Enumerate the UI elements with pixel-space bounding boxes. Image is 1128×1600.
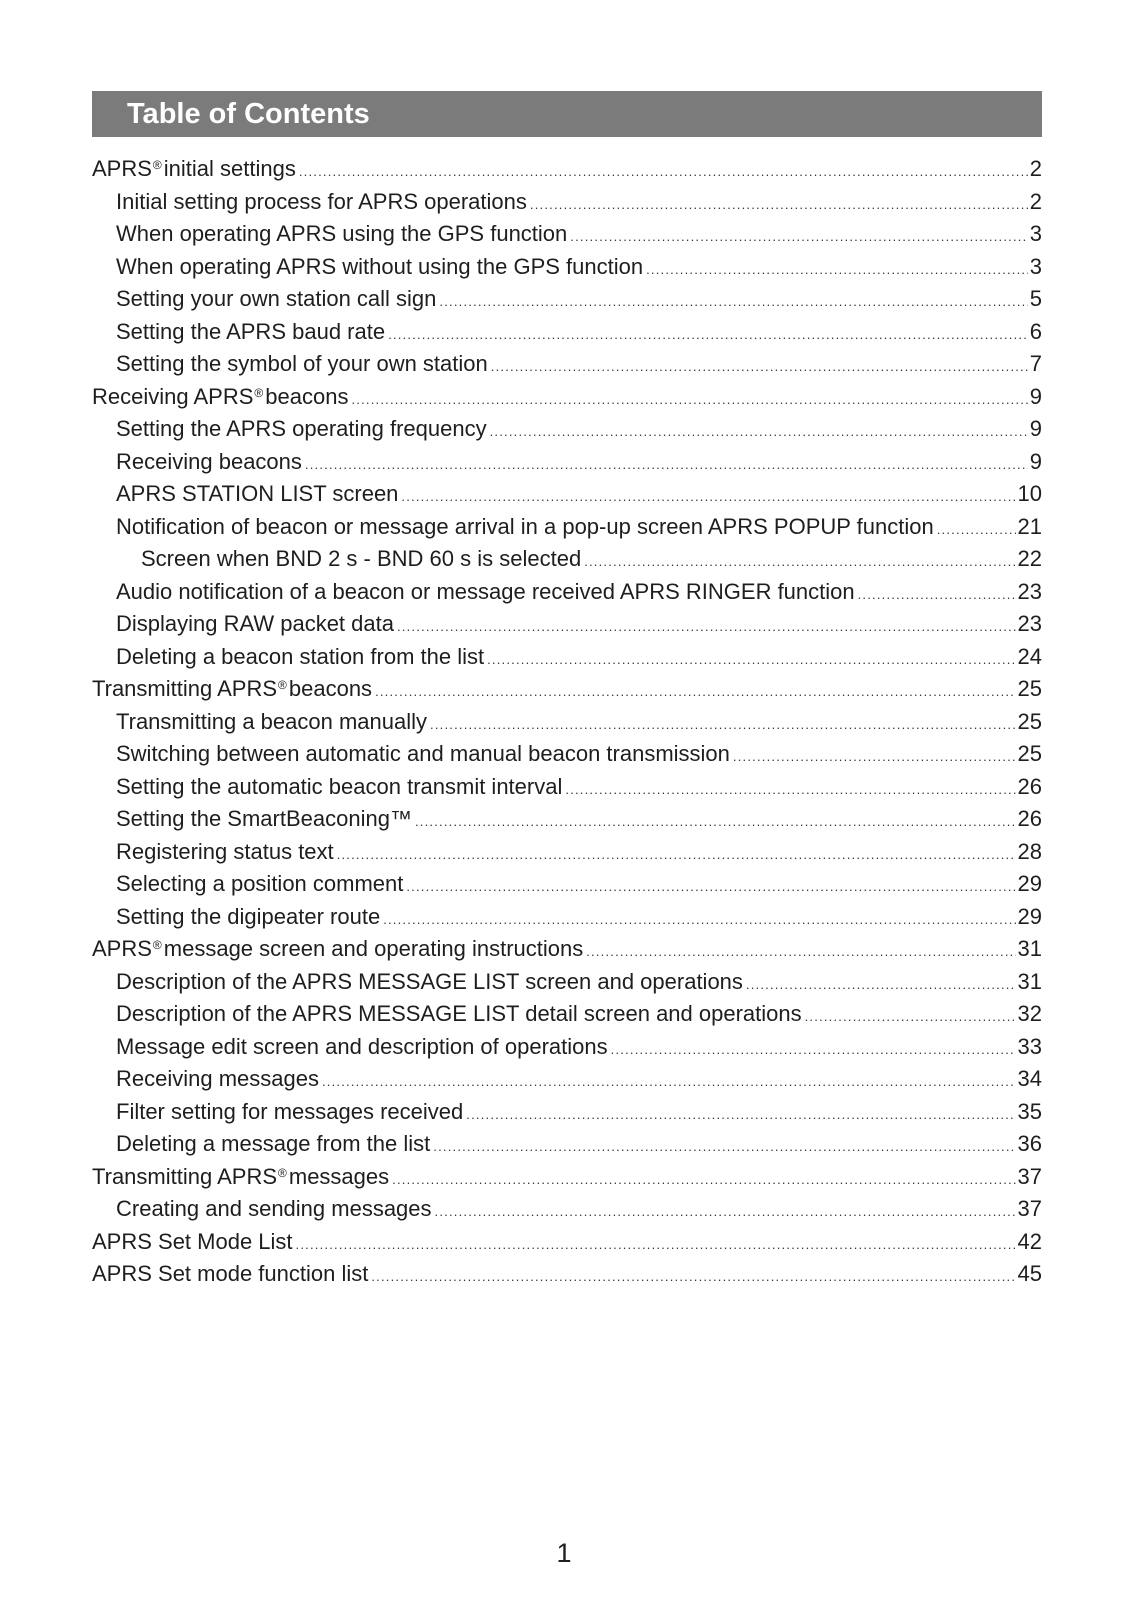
toc-entry[interactable] — [92, 186, 1042, 219]
dot-leader — [383, 904, 1015, 934]
toc-entry-page: 26 — [1017, 806, 1042, 831]
toc-entry-page: 23 — [1017, 611, 1042, 636]
toc-entry[interactable] — [92, 1193, 1042, 1226]
toc-entry-page: 9 — [1029, 416, 1042, 441]
dot-leader — [487, 644, 1015, 674]
toc-entry-page: 6 — [1029, 318, 1042, 344]
toc-entry-title: Deleting a message from the list — [116, 1131, 431, 1156]
dot-leader — [570, 221, 1027, 251]
dot-leader — [322, 1066, 1016, 1096]
toc-entry-page: 10 — [1017, 481, 1042, 506]
dot-leader — [491, 351, 1028, 381]
toc-entry-page: 33 — [1017, 1033, 1042, 1059]
toc-entry[interactable] — [92, 738, 1042, 771]
page-number: 1 — [556, 1538, 572, 1568]
toc-entry-title: Setting the symbol of your own station — [116, 351, 488, 376]
toc-entry-title: Selecting a position comment — [116, 871, 404, 896]
toc-entry-page: 26 — [1017, 773, 1042, 799]
toc-entry-title: Filter setting for messages received — [116, 1098, 464, 1124]
toc-entry[interactable] — [92, 998, 1042, 1031]
toc-entry-title: Setting the SmartBeaconing™ — [116, 806, 412, 831]
toc-entry-page: 31 — [1017, 936, 1042, 961]
toc-entry[interactable] — [92, 1031, 1042, 1064]
toc-entry[interactable] — [92, 413, 1042, 446]
toc-entry-page: 31 — [1017, 968, 1042, 994]
toc-entry-page: 3 — [1029, 253, 1042, 279]
toc-entry[interactable] — [92, 1063, 1042, 1096]
toc-entry-title: APRS Set mode function list — [92, 1261, 369, 1286]
toc-entry-page: 5 — [1029, 286, 1042, 311]
toc-entry-page: 32 — [1017, 1001, 1042, 1026]
toc-entry[interactable] — [92, 1161, 1042, 1194]
dot-leader — [305, 449, 1028, 479]
toc-entry-page: 28 — [1017, 838, 1042, 864]
toc-entry[interactable] — [92, 868, 1042, 901]
toc-entry[interactable] — [92, 966, 1042, 999]
toc-entry-title-part: Transmitting APRS — [92, 1163, 278, 1189]
dot-leader — [435, 1196, 1016, 1226]
toc-entry-page: 3 — [1029, 221, 1042, 246]
toc-entry[interactable] — [92, 836, 1042, 869]
toc-entry-page: 29 — [1017, 903, 1042, 929]
toc-entry[interactable] — [92, 381, 1042, 414]
dot-leader — [415, 806, 1016, 836]
toc-entry-title — [92, 381, 348, 414]
toc-entry[interactable] — [92, 251, 1042, 284]
toc-entry-title: Audio notification of a beacon or message received APRS RINGER function — [116, 578, 855, 604]
dot-leader — [439, 286, 1027, 316]
toc-entry-page: 9 — [1029, 448, 1042, 474]
toc-entry[interactable] — [92, 511, 1042, 544]
toc-entry-page: 34 — [1017, 1066, 1042, 1091]
registered-mark: ® — [254, 385, 264, 400]
toc-entry[interactable] — [92, 933, 1042, 966]
dot-leader — [351, 384, 1027, 414]
dot-leader — [388, 319, 1028, 349]
toc-entry[interactable] — [92, 1096, 1042, 1129]
dot-leader — [406, 871, 1015, 901]
toc-entry-title: Displaying RAW packet data — [116, 611, 394, 636]
dot-leader — [371, 1261, 1015, 1291]
toc-entry-title: Description of the APRS MESSAGE LIST detail screen and operations — [116, 1001, 802, 1026]
toc-entry-page: 29 — [1017, 871, 1042, 896]
toc-entry-page: 45 — [1017, 1261, 1042, 1286]
toc-entry-page: 25 — [1017, 708, 1042, 734]
toc-entry-title-part: beacons — [265, 383, 349, 409]
toc-entry[interactable] — [92, 803, 1042, 836]
registered-mark: ® — [152, 158, 162, 172]
toc-entry-title: Receiving beacons — [116, 448, 302, 474]
toc-entry-title: Notification of beacon or message arrival in a pop-up screen APRS POPUP function — [116, 513, 934, 539]
toc-entry[interactable] — [92, 1226, 1042, 1259]
toc-entry-page: 25 — [1017, 676, 1042, 701]
toc-entry-title: Creating and sending messages — [116, 1196, 432, 1221]
dot-leader — [375, 676, 1015, 706]
toc-entry[interactable] — [92, 706, 1042, 739]
dot-leader — [858, 579, 1016, 609]
toc-entry-title: APRS STATION LIST screen — [116, 481, 399, 506]
toc-entry-title: When operating APRS using the GPS function — [116, 221, 568, 246]
toc-entry-title-part: beacons — [288, 676, 373, 701]
toc-entry-title — [92, 1161, 389, 1194]
toc-entry[interactable] — [92, 153, 1042, 186]
toc-entry[interactable] — [92, 673, 1042, 706]
dot-leader — [586, 936, 1015, 966]
toc-entry-title: Message edit screen and description of operations — [116, 1033, 608, 1059]
toc-entry-title-part: Receiving APRS — [92, 383, 254, 409]
toc-entry-page: 35 — [1017, 1098, 1042, 1124]
dot-leader — [490, 416, 1028, 446]
toc-entry-title — [92, 933, 583, 966]
toc-entry[interactable] — [92, 218, 1042, 251]
registered-mark: ® — [278, 678, 287, 692]
toc-entry[interactable] — [92, 348, 1042, 381]
toc-entry-title: Screen when BND 2 s - BND 60 s is selected — [141, 546, 582, 571]
toc-entry[interactable] — [92, 576, 1042, 609]
dot-leader — [397, 611, 1016, 641]
toc-entry[interactable] — [92, 478, 1042, 511]
toc-entry-title: Setting the APRS operating frequency — [116, 416, 487, 441]
toc-entry-title-part: message screen and operating instructions — [163, 936, 584, 961]
toc-entry[interactable] — [92, 1258, 1042, 1291]
dot-leader — [299, 156, 1028, 186]
toc-entry-title: Setting your own station call sign — [116, 286, 437, 311]
toc-entry-page: 23 — [1017, 578, 1042, 604]
dot-leader — [296, 1229, 1016, 1259]
toc-entry-page: 2 — [1029, 156, 1042, 181]
dot-leader — [430, 709, 1016, 739]
toc-entry-page: 36 — [1017, 1131, 1042, 1156]
dot-leader — [646, 254, 1028, 284]
toc-entry-page: 22 — [1017, 546, 1042, 571]
toc-entry-title-part: messages — [288, 1163, 390, 1189]
table-of-contents — [92, 153, 1042, 1291]
toc-entry-title-part: initial settings — [163, 156, 296, 181]
toc-entry[interactable] — [92, 641, 1042, 674]
toc-entry-title: APRS Set Mode List — [92, 1228, 293, 1254]
toc-entry-title: Setting the automatic beacon transmit interval — [116, 773, 563, 799]
toc-entry[interactable] — [92, 1128, 1042, 1161]
toc-entry-page: 7 — [1029, 351, 1042, 376]
toc-entry-title: Setting the APRS baud rate — [116, 318, 386, 344]
toc-entry-page: 25 — [1017, 741, 1042, 766]
toc-entry-title-part: APRS — [92, 936, 152, 961]
toc-entry-title: When operating APRS without using the GPS function — [116, 253, 644, 279]
toc-header-bar — [92, 91, 1042, 137]
toc-entry-title: Receiving messages — [116, 1066, 319, 1091]
dot-leader — [530, 189, 1028, 219]
toc-entry[interactable] — [92, 543, 1042, 576]
toc-entry[interactable] — [92, 446, 1042, 479]
toc-entry-page: 42 — [1017, 1228, 1042, 1254]
toc-entry-title: Initial setting process for APRS operations — [116, 188, 527, 214]
toc-entry-title: Setting the digipeater route — [116, 903, 381, 929]
toc-entry-page: 37 — [1017, 1163, 1042, 1189]
registered-mark: ® — [152, 938, 162, 952]
dot-leader — [805, 1001, 1016, 1031]
toc-entry-page: 24 — [1017, 643, 1042, 669]
toc-entry-title — [92, 153, 296, 186]
toc-entry-title: Deleting a beacon station from the list — [116, 643, 485, 669]
toc-entry[interactable] — [92, 901, 1042, 934]
toc-entry-title — [92, 673, 372, 706]
toc-entry[interactable] — [92, 283, 1042, 316]
dot-leader — [466, 1099, 1015, 1129]
toc-entry-page: 9 — [1029, 383, 1042, 409]
toc-entry-title: Switching between automatic and manual beacon transmission — [116, 741, 730, 766]
toc-entry-title: Registering status text — [116, 838, 334, 864]
dot-leader — [746, 969, 1016, 999]
toc-entry-title: Description of the APRS MESSAGE LIST screen and operations — [116, 968, 743, 994]
toc-entry-title-part: APRS — [92, 156, 152, 181]
dot-leader — [337, 839, 1016, 869]
toc-entry-page: 37 — [1017, 1196, 1042, 1221]
toc-entry-title: Transmitting a beacon manually — [116, 708, 428, 734]
dot-leader — [733, 741, 1016, 771]
dot-leader — [584, 546, 1015, 576]
dot-leader — [611, 1034, 1016, 1064]
dot-leader — [392, 1164, 1015, 1194]
registered-mark: ® — [278, 1165, 287, 1180]
dot-leader — [565, 774, 1015, 804]
dot-leader — [401, 481, 1015, 511]
toc-entry[interactable] — [92, 771, 1042, 804]
dot-leader — [433, 1131, 1015, 1161]
toc-entry[interactable] — [92, 608, 1042, 641]
dot-leader — [937, 514, 1016, 544]
toc-entry-page: 21 — [1017, 513, 1042, 539]
toc-entry-page: 2 — [1029, 188, 1042, 214]
page-title: Table of Contents — [127, 98, 370, 130]
toc-entry[interactable] — [92, 316, 1042, 349]
toc-entry-title-part: Transmitting APRS — [92, 676, 278, 701]
